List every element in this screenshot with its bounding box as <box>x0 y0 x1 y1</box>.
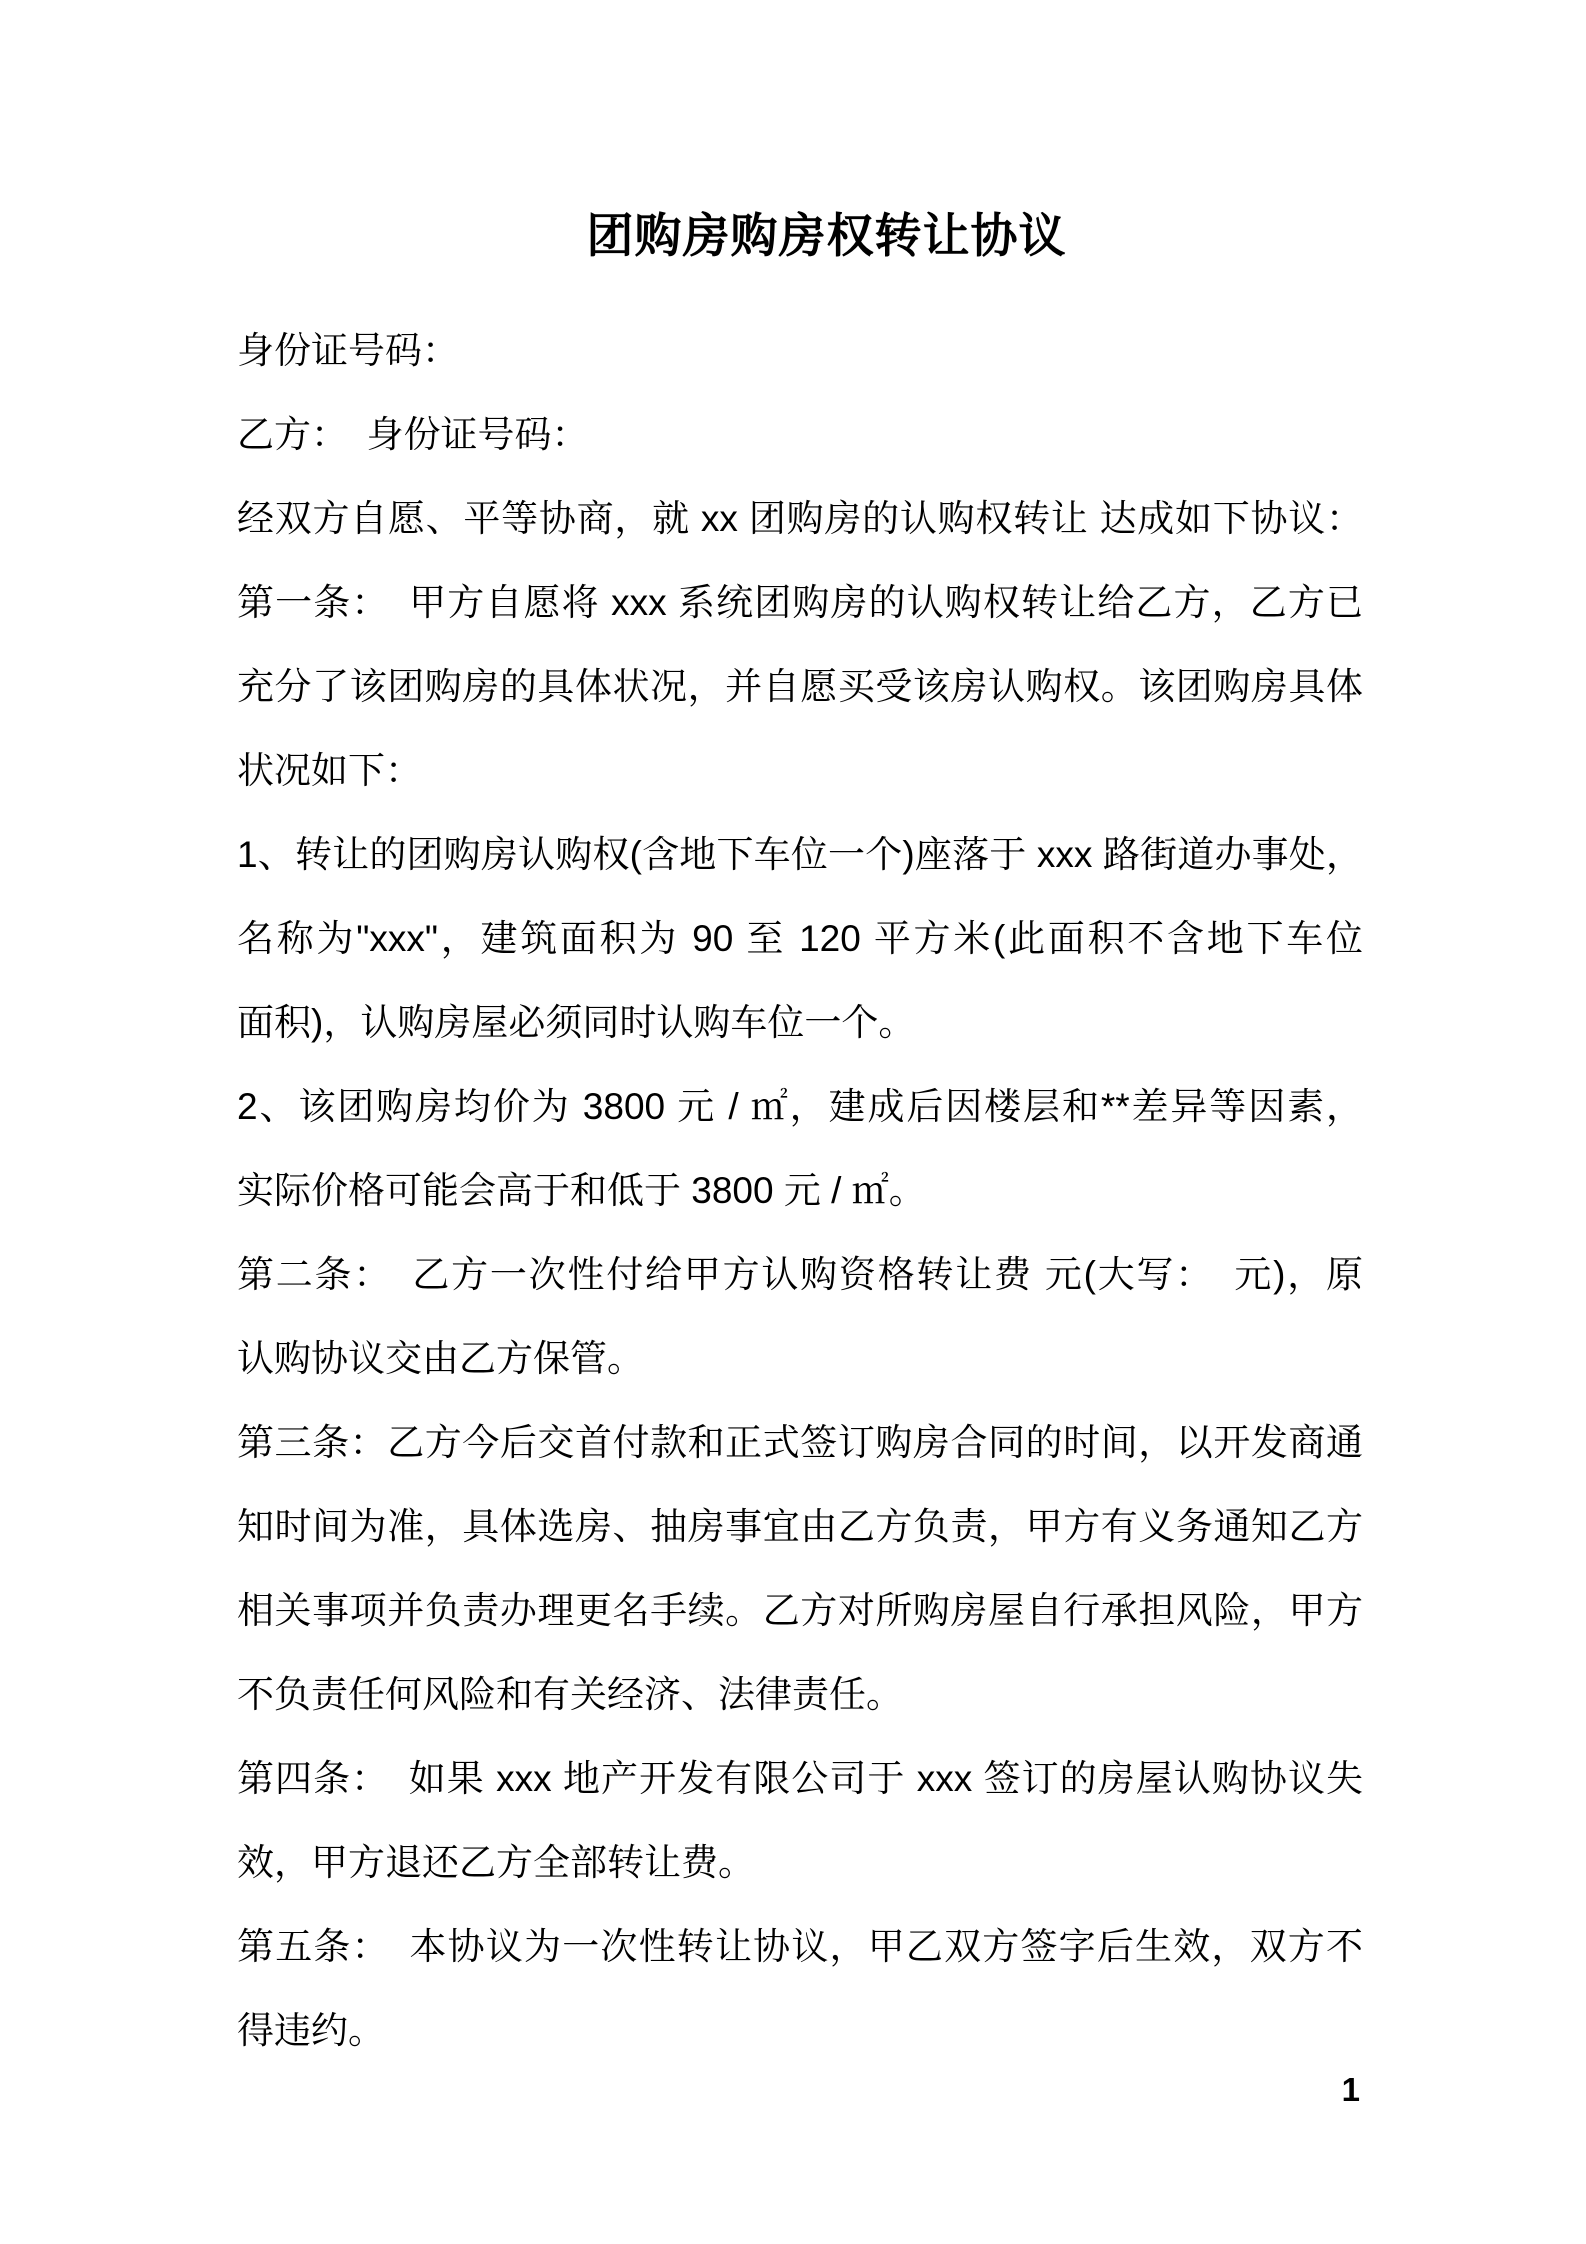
document-line: 面积)，认购房屋必须同时认购车位一个。 <box>237 1002 916 1043</box>
document-line: 2、该团购房均价为 3800 元 / ㎡，建成后因楼层和**差异等因素， <box>237 1086 1363 1127</box>
document-line: 第四条： 如果 xxx 地产开发有限公司于 xxx 签订的房屋认购协议失 <box>237 1758 1363 1799</box>
document-line: 认购协议交由乙方保管。 <box>237 1338 644 1379</box>
document-line: 第五条： 本协议为一次性转让协议，甲乙双方签字后生效，双方不 <box>237 1926 1363 1967</box>
document-body <box>237 309 1363 2073</box>
document-line: 相关事项并负责办理更名手续。乙方对所购房屋自行承担风险，甲方 <box>237 1590 1363 1631</box>
document-line: 身份证号码： <box>237 330 459 371</box>
page-number: 1 <box>1341 2071 1360 2108</box>
document-title: 团购房购房权转让协议 <box>586 209 1067 262</box>
document-line: 第二条： 乙方一次性付给甲方认购资格转让费 元(大写： 元)，原 <box>237 1254 1363 1295</box>
document-line: 状况如下： <box>237 750 422 791</box>
document-line: 不负责任何风险和有关经济、法律责任。 <box>237 1674 903 1715</box>
document-line: 知时间为准，具体选房、抽房事宜由乙方负责，甲方有义务通知乙方 <box>237 1506 1363 1547</box>
document-line: 充分了该团购房的具体状况，并自愿买受该房认购权。该团购房具体 <box>237 666 1363 707</box>
document-line: 名称为"xxx"，建筑面积为 90 至 120 平方米(此面积不含地下车位 <box>237 918 1363 959</box>
document-line: 得违约。 <box>237 2010 385 2051</box>
document-line: 1、转让的团购房认购权(含地下车位一个)座落于 xxx 路街道办事处， <box>237 834 1363 875</box>
document-line: 实际价格可能会高于和低于 3800 元 / ㎡。 <box>237 1170 926 1211</box>
document-line: 乙方： 身份证号码： <box>237 414 589 455</box>
document-line: 第一条： 甲方自愿将 xxx 系统团购房的认购权转让给乙方，乙方已 <box>237 582 1363 623</box>
document-line: 效，甲方退还乙方全部转让费。 <box>237 1842 755 1883</box>
document-line: 经双方自愿、平等协商，就 xx 团购房的认购权转让 达成如下协议： <box>237 498 1363 539</box>
document-line: 第三条：乙方今后交首付款和正式签订购房合同的时间，以开发商通 <box>237 1422 1363 1463</box>
